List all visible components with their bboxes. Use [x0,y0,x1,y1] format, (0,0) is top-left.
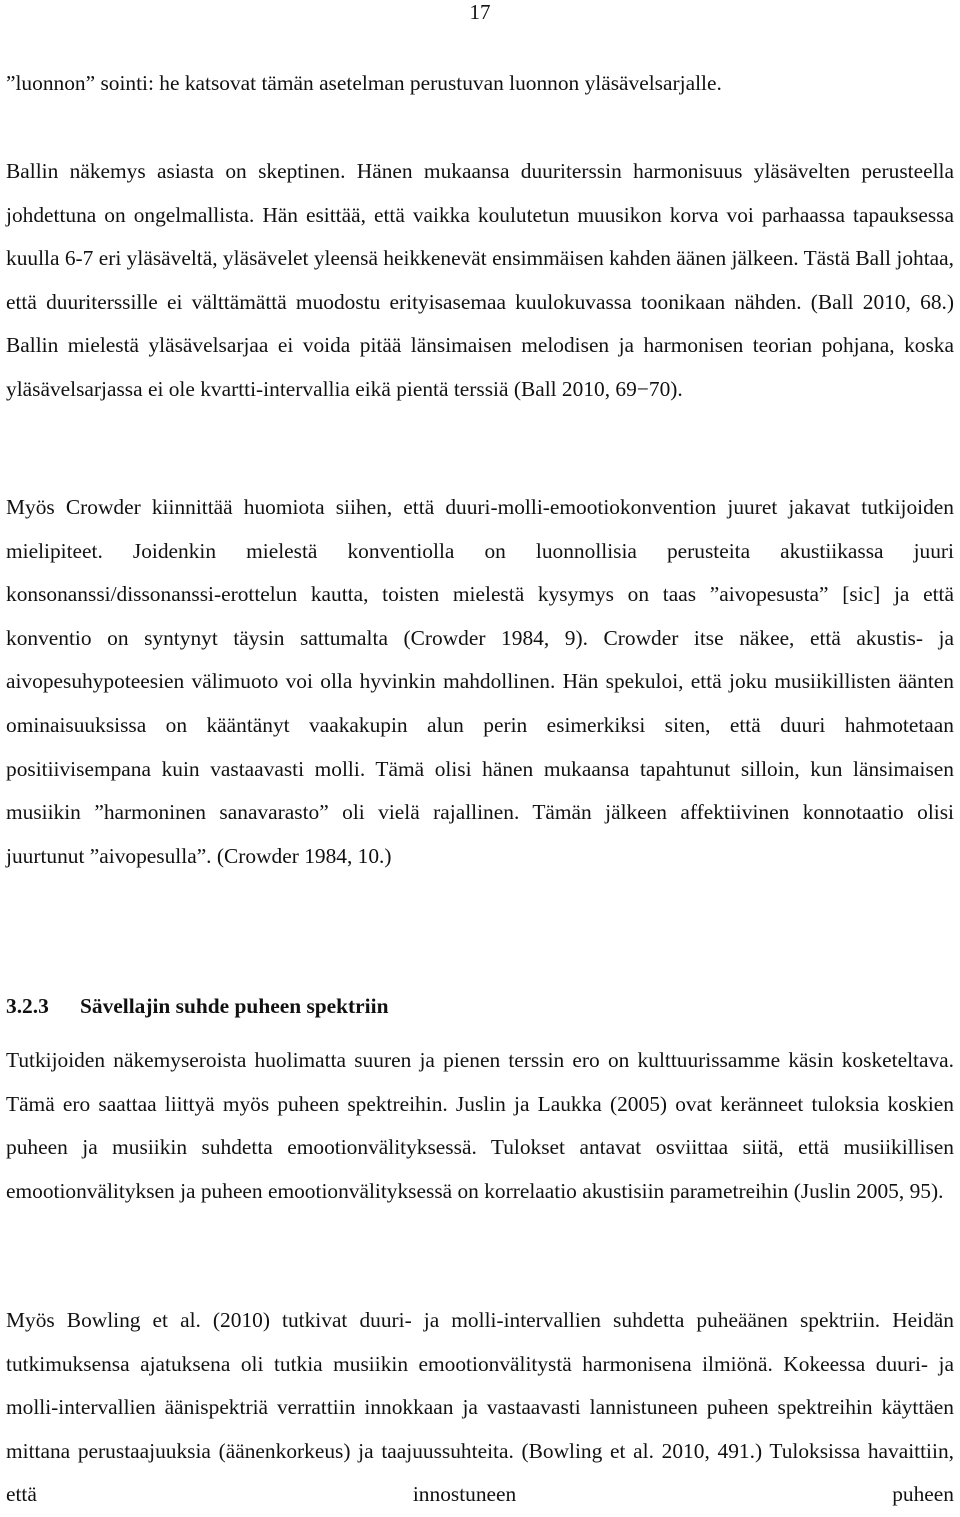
section-number: 3.2.3 [6,994,49,1018]
paragraph-5: Myös Bowling et al. (2010) tutkivat duuri- ja molli-intervallien suhdetta puheäänen spektriin. Heidän tutkimuksensa ajatuksena oli tutkia musiikin emootionvälitystä harmonisena ilmiönä. Kokeessa duuri- ja molli-intervallien äänispektriä verrattiin innokkaan ja vastaavasti lannistuneen puheen spektreihin käyttäen mittana perustaajuuksia (äänenkorkeus) ja taajuussuhteita. (Bowling et al. 2010, 491.) Tuloksissa havaittiin, että innostuneen puheen [6,1308,954,1507]
section-heading [6,984,388,1028]
section-title: Sävellajin suhde puheen spektriin [80,994,389,1018]
paragraph-3: Myös Crowder kiinnittää huomiota siihen, että duuri-molli-emootiokonvention juuret jakavat tutkijoiden mielipiteet. Joidenkin mielestä konventiolla on luonnollisia perusteita akustiikassa juuri konsonanssi/dissonanssi-erottelun kautta, toisten mielestä kysymys on taas ”aivopesusta” [sic] ja että konventio on syntynyt täysin sattumalta (Crowder 1984, 9). Crowder itse näkee, että akustis- ja aivopesuhypoteesien välimuoto voi olla hyvinkin mahdollinen. Hän spekuloi, että joku musiikillisten äänten ominaisuuksissa on kääntänyt vaakakupin alun perin esimerkiksi siten, että duuri hahmotetaan positiivisempana kuin vastaavasti molli. Tämä olisi hänen mukaansa tapahtunut silloin, kun länsimaisen musiikin ”harmoninen sanavarasto” oli vielä rajallinen. Tämän jälkeen affektiivinen konnotaatio olisi juurtunut ”aivopesulla”. (Crowder 1984, 10.) [6,495,954,868]
paragraph-4: Tutkijoiden näkemyseroista huolimatta suuren ja pienen terssin ero on kulttuurissamme käsin kosketeltava. Tämä ero saattaa liittyä myös puheen spektreihin. Juslin ja Laukka (2005) ovat keränneet tuloksia koskien puheen ja musiikin suhdetta emootionvälityksessä. Tulokset antavat osviittaa siitä, että musiikillisen emootionvälityksen ja puheen emootionvälityksessä on korrelaatio akustisiin parametreihin (Juslin 2005, 95). [6,1048,954,1203]
paragraph-1: ”luonnon” sointi: he katsovat tämän asetelman perustuvan luonnon yläsävelsarjalle. [6,71,722,95]
paragraph-2: Ballin näkemys asiasta on skeptinen. Hänen mukaansa duuriterssin harmonisuus yläsävelten perusteella johdettuna on ongelmallista. Hän esittää, että vaikka koulutetun muusikon korva voi parhaassa tapauksessa kuulla 6-7 eri yläsäveltä, yläsävelet yleensä heikkenevät ensimmäisen kahden äänen jälkeen. Tästä Ball johtaa, että duuriterssille ei välttämättä muodostu erityisasemaa kuulokuvassa toonikaan nähden. (Ball 2010, 68.) Ballin mielestä yläsävelsarjaa ei voida pitää länsimaisen melodisen ja harmonisen teorian pohjana, koska yläsävelsarjassa ei ole kvartti-intervallia eikä pientä terssiä (Ball 2010, 69−70). [6,159,954,401]
page-number: 17 [469,0,491,24]
